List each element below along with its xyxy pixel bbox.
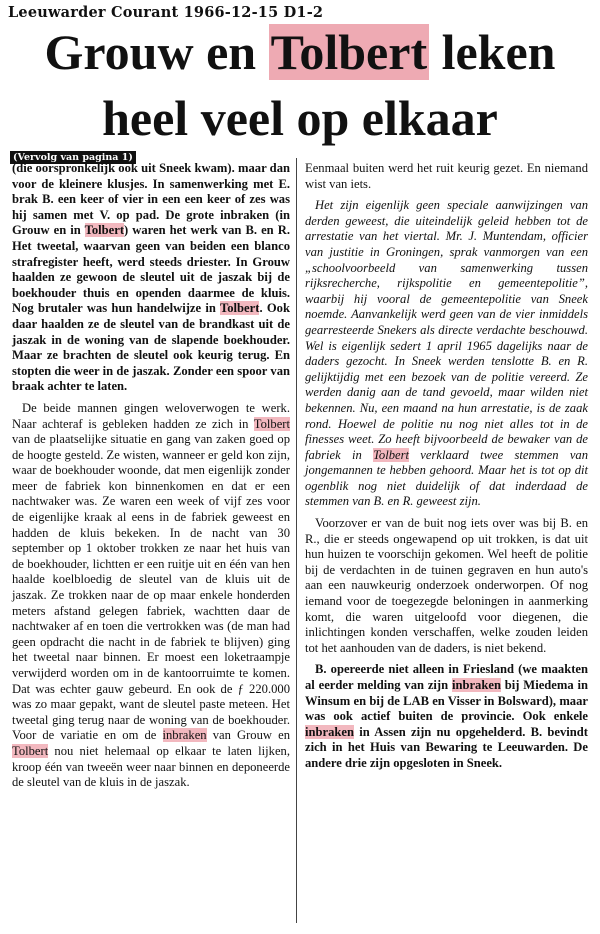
highlighted-term: inbraken	[451, 678, 501, 692]
text-run: B. opereerde niet alleen in Friesland (we maakten al eerder melding van zijn	[305, 662, 588, 692]
highlighted-term: Tolbert	[220, 301, 260, 316]
text-run: nou niet helemaal op elkaar te laten lijken, kroop één van tweeën weer naar binnen en deponeerde de sleutel van de kluis in de jaszak.	[12, 743, 290, 790]
highlighted-term: Tolbert	[253, 416, 290, 431]
paragraph: Voorzover er van de buit nog iets over was bij B. en R., die er steeds ongewapend op uit trokken, is dat uit hun huizen te voorschijn gekomen. Wel heeft de politie bij de verdachten in de tuinen gegraven en hun auto's aan een nauwkeurig onderzoek onderworpen. Of nog iemand voor de toegezegde beloningen in aanmerking komt, die waren uitgeloofd voor diegenen, die inlichtingen konden verschaffen, welke zouden leiden tot het aanhouden van de daders, is niet bekend.	[305, 516, 588, 655]
text-run: De beide mannen gingen weloverwogen te werk. Naar achteraf is gebleken hadden ze zich in	[12, 400, 290, 431]
newspaper-source-header: Leeuwarder Courant 1966-12-15 D1-2	[8, 4, 324, 21]
text-run: in Assen zijn nu opgehelderd. B. bevindt zich in het Huis van Bewaring te Leeuwarden. De andere drie zijn opgesloten in Sneek.	[305, 724, 588, 770]
continuation-label: (Vervolg van pagina 1)	[10, 151, 136, 164]
highlighted-term: Tolbert	[84, 223, 125, 238]
text-run: (die oorspronkelijk ook uit Sneek kwam). maar dan voor de kleinere klusjes. In samenwerking met E. brak B. een keer of vier in een een keer of zes was hij samen met V. op pad. De grote inbraken (in Grouw en in	[12, 161, 290, 238]
highlighted-term: inbraken	[162, 728, 207, 743]
headline-line-2: heel veel op elkaar	[102, 90, 498, 146]
paragraph	[12, 401, 290, 791]
paragraph	[12, 161, 290, 395]
highlighted-term: Tolbert	[373, 447, 409, 462]
column-divider	[296, 158, 297, 923]
paragraph	[305, 198, 588, 510]
text-run: ) waren het werk van B. en R. Het tweetal, waarvan geen van beiden een blanco strafregister heeft, werd steeds driester. In Grouw haalden ze gewoon de sleutel uit de jaszak bij de boekhouder thuis en openden daarmee de kluis. Nog brutaler was hun handelwijze in	[12, 223, 290, 316]
headline-line-1	[0, 24, 600, 80]
paragraph: Eenmaal buiten werd het ruit keurig gezet. En niemand wist van iets.	[305, 161, 588, 191]
text-run: verklaard twee stemmen van jongemannen te hebben gehoord. Maar het is tot op dit ogenblik nog niet duidelijk of dat inderdaad de stemmen van B. en R. geweest zijn.	[305, 447, 588, 509]
highlighted-term: Tolbert	[270, 24, 428, 80]
article-right-column	[305, 161, 588, 778]
text-run: van Grouw en	[206, 728, 290, 743]
headline-text: Grouw en	[44, 24, 269, 80]
highlighted-term: inbraken	[305, 724, 354, 739]
text-run: van de plaatselijke situatie en gang van zaken goed op de hoogte gesteld. Ze wisten, wanneer er geld kon zijn, waar de boekhouder woonde, dat men eigenlijk zonder meer de fabriek kon binnenkomen en dat er een nachtwaker was. Ze waren een week of vijf zes voor de eigenlijke kraak al eens in de fabriek geweest en hadden de kluis bekeken. In de nacht van 30 september op 1 oktober trokken ze naar het huis van de boekhouder, lichtten er een ruitje uit en één van hen haalde koelbloedig de sleutel van de kluis uit de jaszak. Ze trokken naar de op maar enkele honderden meters afstand gelegen fabriek, wachtten daar de nachtwaker af en toen die vertrokken was (de man had geen opdracht die nacht in de fabriek te blijven) ging het tweetal naar binnen. Er moest een loketraampje verwijderd worden om in de kantoorruimte te komen. Dat was echter gauw gebeurd. En ook de ƒ 220.000 was zo maar gepakt, want de sleutel paste meteen. Het tweetal ging terug naar de woning van de boekhouder. Voor de variatie en om de	[12, 432, 290, 743]
headline-text: leken	[429, 24, 556, 80]
text-run: Het zijn eigenlijk geen speciale aanwijzingen van derden geweest, die uiteindelijk geleid hebben tot de arrestatie van het viertal. Mr. J. Muntendam, officier van justitie in Groningen, sprak vanmorgen van een „schoolvoorbeeld van samenwerking tussen rijksrecherche, rijkspolitie en gemeentepolitie”, waarbij hij vooral de gemeentepolitie van Sneek noemde. Aanvankelijk werd geen van de vier inmiddels gearresteerde Snekers als directe verdachte beschouwd. Wel is eigenlijk sedert 1 april 1965 dagelijks naar de daders gezocht. In Sneek werden tenslotte B. en R. gelijktijdig met een bezoek van de politie vereerd. Ze werden danig aan de tand gevoeld, maar wilden niet bekennen. Nu, een maand na hun arrestatie, is de zaak rond. Hoewel de politie nu nog niet alles tot in de finesses weet. Zo heeft bijvoorbeeld de bewaker van de fabriek in	[305, 198, 588, 462]
text-run: bij Miedema in Winsum en bij de LAB en Visser in Bolsward), maar was ook actief buiten de provincie. Ook enkele	[305, 678, 588, 724]
paragraph	[305, 662, 588, 771]
highlighted-term: Tolbert	[12, 743, 49, 758]
article-left-column	[12, 161, 290, 797]
text-run: . Ook daar haalden ze de sleutel van de brandkast uit de jaszak in de woning van de slapende boekhouder. Maar ze brachten de sleutel ook keurig terug. En stopten die weer in de jaszak. Zonder een spoor van braak achter te laten.	[12, 301, 290, 394]
